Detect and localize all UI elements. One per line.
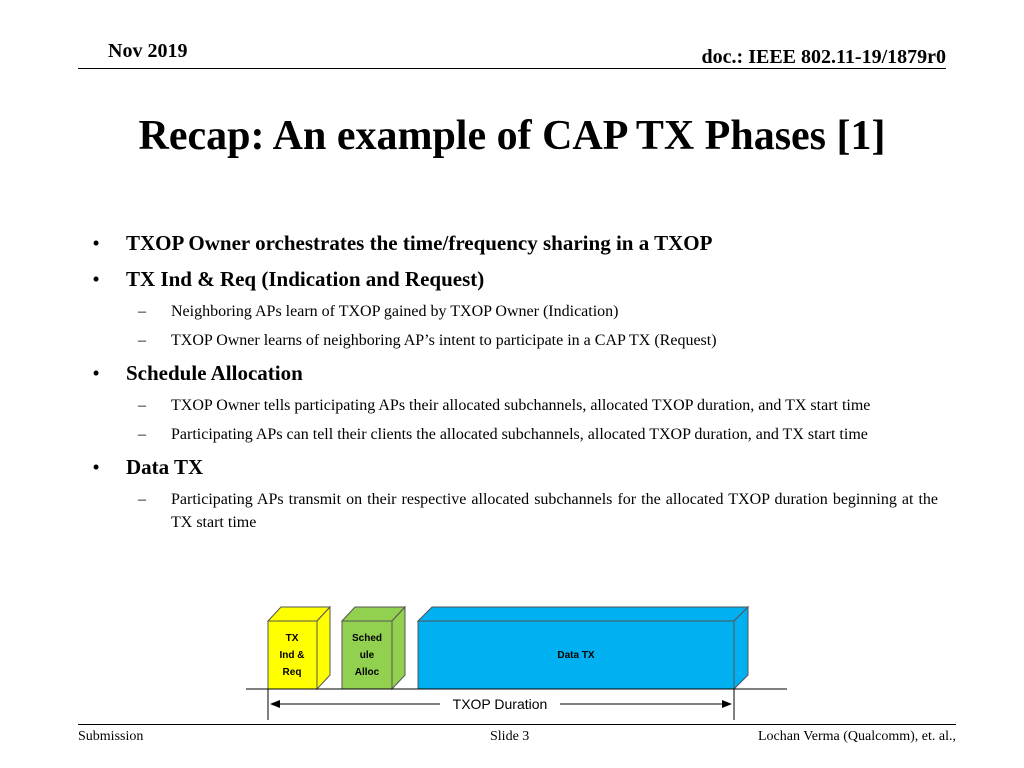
block-top-face	[418, 607, 748, 621]
slide-title: Recap: An example of CAP TX Phases [1]	[138, 113, 886, 159]
schedule-alloc-block	[342, 607, 405, 689]
header-date: Nov 2019	[108, 40, 188, 62]
footer-submission: Submission	[78, 729, 144, 744]
data-tx-block	[418, 607, 748, 689]
footer-author: Lochan Verma (Qualcomm), et. al.,	[757, 729, 956, 744]
block-label: Ind &	[279, 650, 305, 661]
txop-duration-label: TXOP Duration	[452, 696, 548, 712]
block-label: ule	[359, 650, 375, 661]
tx-ind-req-block	[268, 607, 330, 689]
sub-bullet: – Participating APs transmit on their respective allocated subchannels for the allocated TXOP duration beginning at the TX start time	[138, 491, 938, 531]
block-label: Alloc	[354, 667, 380, 678]
sub-bullet: – Neighboring APs learn of TXOP gained by TXOP Owner (Indication)	[138, 303, 619, 320]
footer-divider	[78, 724, 956, 725]
block-side-face	[317, 607, 330, 689]
bullet-data-tx: • Data TX	[92, 455, 204, 479]
bullet-tx-ind-req: • TX Ind & Req (Indication and Request)	[92, 267, 485, 291]
bullet-schedule-allocation: • Schedule Allocation	[92, 361, 303, 385]
block-label: Sched	[351, 633, 383, 644]
sub-bullet: – Participating APs can tell their clients the allocated subchannels, allocated TXOP duration, and TX start time	[138, 426, 868, 443]
header-doc-id: doc.: IEEE 802.11-19/1879r0	[701, 46, 946, 68]
block-label: Req	[282, 667, 302, 678]
footer-slide-number: Slide 3	[490, 729, 530, 744]
sub-bullet: – TXOP Owner learns of neighboring AP’s intent to participate in a CAP TX (Request)	[138, 332, 717, 349]
bullet-txop-owner: • TXOP Owner orchestrates the time/frequency sharing in a TXOP	[92, 231, 713, 255]
block-side-face	[392, 607, 405, 689]
block-label: Data TX	[557, 650, 595, 661]
sub-bullet: – TXOP Owner tells participating APs their allocated subchannels, allocated TXOP duration, and TX start time	[138, 397, 871, 414]
block-label: TX	[285, 633, 299, 644]
block-side-face	[734, 607, 748, 689]
